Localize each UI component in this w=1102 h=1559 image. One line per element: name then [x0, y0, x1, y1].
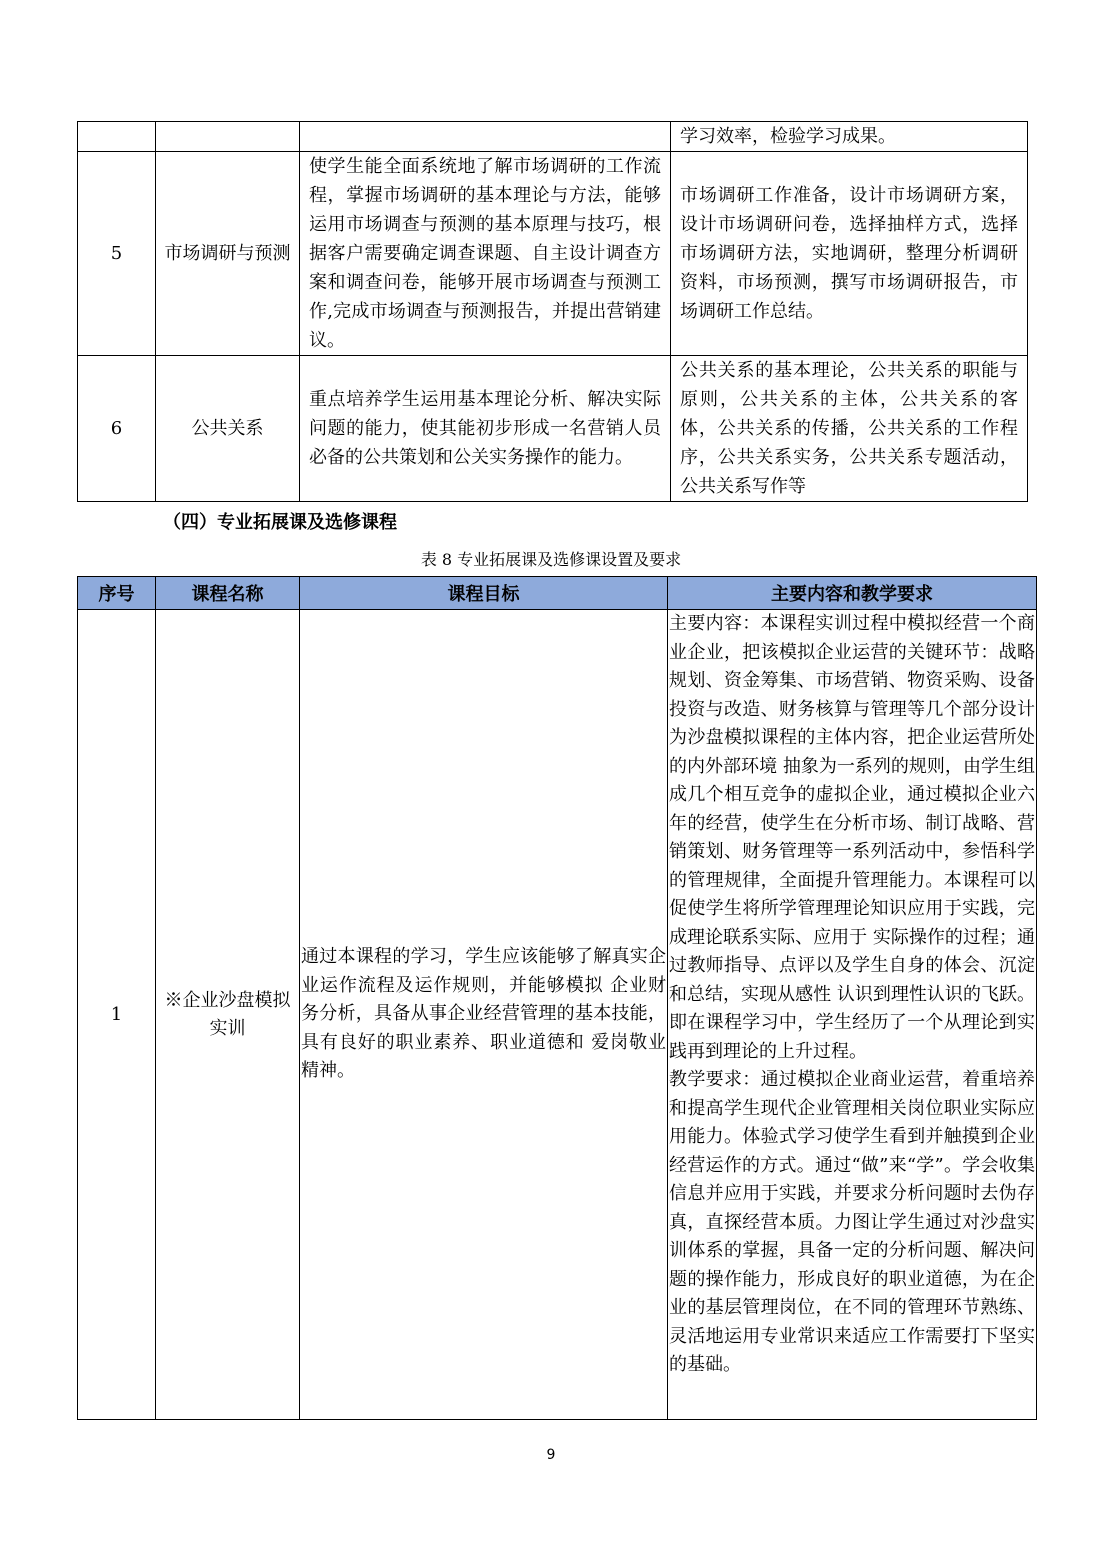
main-content-text: 主要内容：本课程实训过程中模拟经营一个商业企业，把该模拟企业运营的关键环节：战略规划、资金筹集、市场营销、物资采购、设备投资与改造、财务核算与管理等几个部分设计为沙盘模拟课程的主体内容，把企业运营所处的内外部环境 抽象为一系列的规则，由学生组成几个相互竞争的虚拟企业，通过模拟企业六年的经营，使学生在分析市场、制订战略、营销策划、财务管理等一系列活动中，参悟科学的管理规律，全面提升管理能力。本课程可以促使学生将所学管理理论知识应用于实践，完成理论联系实际、应用于 实际操作的过程；通过教师指导、点评以及学生自身的体会、沉淀和总结，实现从感性 认识到理性认识的飞跃。即在课程学习中，学生经历了一个从理论到实践再到理论的上升过程。 — [669, 613, 1035, 1062]
table-row — [78, 152, 1028, 356]
seq-cell: 6 — [78, 356, 156, 502]
header-course-goal: 课程目标 — [300, 577, 668, 610]
course-goal-cell: 通过本课程的学习，学生应该能够了解真实企业运作流程及运作规则，并能够模拟 企业财务分析，具备从事企业经营管理的基本技能，具有良好的职业素养、职业道德和 爱岗敬业精神。 — [300, 610, 668, 1420]
table-caption: 表 8 专业拓展课及选修课设置及要求 — [420, 550, 682, 569]
course-goal-cell: 重点培养学生运用基本理论分析、解决实际问题的能力，使其能初步形成一名营销人员必备的公共策划和公关实务操作的能力。 — [300, 356, 671, 502]
course-name-cell: 公共关系 — [156, 356, 300, 502]
course-name-cell: ※企业沙盘模拟实训 — [156, 610, 300, 1420]
section-heading: （四）专业拓展课及选修课程 — [163, 512, 397, 533]
course-name-cell: 市场调研与预测 — [156, 152, 300, 356]
table-row — [78, 356, 1028, 502]
course-goal-cell: 使学生能全面系统地了解市场调研的工作流程，掌握市场调研的基本理论与方法，能够运用市场调查与预测的基本原理与技巧，根据客户需要确定调查课题、自主设计调查方案和调查问卷，能够开展市场调查与预测工作,完成市场调查与预测报告，并提出营销建议。 — [300, 152, 671, 356]
course-content-cell: 公共关系的基本理论，公共关系的职能与原则，公共关系的主体，公共关系的客体，公共关系的传播，公共关系的工作程序，公共关系实务，公共关系专题活动，公共关系写作等 — [671, 356, 1028, 502]
seq-cell: 1 — [78, 610, 156, 1420]
table-header-row — [78, 577, 1037, 610]
seq-cell — [78, 122, 156, 152]
header-course-name: 课程名称 — [156, 577, 300, 610]
course-goal-cell — [300, 122, 671, 152]
table-row — [78, 122, 1028, 152]
teaching-requirements-text: 教学要求：通过模拟企业商业运营，着重培养和提高学生现代企业管理相关岗位职业实际应用能力。体验式学习使学生看到并触摸到企业经营运作的方式。通过“做”来“学”。学会收集信息并应用于实践，并要求分析问题时去伪存真，直探经营本质。力图让学生通过对沙盘实训体系的掌握，具备一定的分析问题、解决问题的操作能力，形成良好的职业道德，为在企业的基层管理岗位，在不同的管理环节熟练、灵活地运用专业常识来适应工作需要打下坚实的基础。 — [669, 1069, 1035, 1375]
seq-cell: 5 — [78, 152, 156, 356]
course-table-continued — [77, 121, 1028, 502]
page-number: 9 — [546, 1447, 556, 1463]
course-content-cell: 学习效率，检验学习成果。 — [671, 122, 1028, 152]
course-name-cell — [156, 122, 300, 152]
header-seq: 序号 — [78, 577, 156, 610]
elective-course-table — [77, 576, 1037, 1420]
table-row — [78, 610, 1037, 1420]
course-content-cell: 市场调研工作准备，设计市场调研方案，设计市场调研问卷，选择抽样方式，选择市场调研方法，实地调研，整理分析调研资料，市场预测，撰写市场调研报告，市场调研工作总结。 — [671, 152, 1028, 356]
course-content-cell — [668, 610, 1037, 1420]
header-course-content: 主要内容和教学要求 — [668, 577, 1037, 610]
